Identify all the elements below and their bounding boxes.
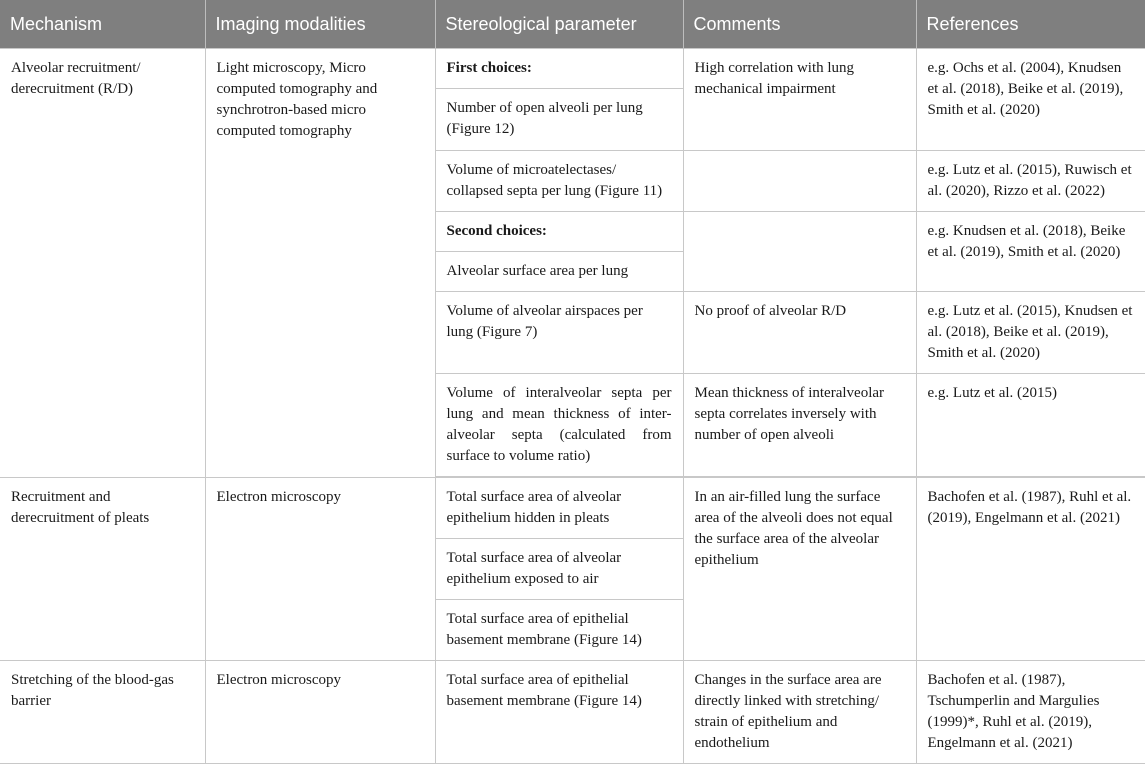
table-header <box>0 0 1145 49</box>
header-comments: Comments <box>683 0 916 49</box>
parameter-cell: First choices: <box>435 49 683 89</box>
header-stereological-parameter: Stereological parameter <box>435 0 683 49</box>
parameter-cell: Total surface area of alveolar epithelium hidden in pleats <box>435 478 683 539</box>
parameter-cell: Volume of alveolar airspaces per lung (Figure 7) <box>435 292 683 374</box>
parameter-cell: Second choices: <box>435 212 683 252</box>
comment-cell <box>683 151 916 212</box>
header-imaging-modalities: Imaging modalities <box>205 0 435 49</box>
modalities-cell: Light microscopy, Micro computed tomography and synchrotron-based micro computed tomography <box>205 49 435 478</box>
parameter-cell: Number of open alveoli per lung (Figure 12) <box>435 89 683 151</box>
mechanism-cell: Alveolar recruitment/ derecruitment (R/D) <box>0 49 205 478</box>
comment-cell <box>683 212 916 292</box>
mechanism-cell: Recruitment and derecruitment of pleats <box>0 478 205 661</box>
comment-cell: In an air-filled lung the surface area of the alveoli does not equal the surface area of the alveolar epithelium <box>683 478 916 661</box>
reference-cell: e.g. Knudsen et al. (2018), Beike et al. (2019), Smith et al. (2020) <box>916 212 1145 292</box>
table-row <box>0 49 1145 89</box>
reference-cell: Bachofen et al. (1987), Ruhl et al. (2019), Engelmann et al. (2021) <box>916 478 1145 661</box>
reference-cell: e.g. Lutz et al. (2015), Knudsen et al. (2018), Beike et al. (2019), Smith et al. (2020) <box>916 292 1145 374</box>
parameter-cell: Total surface area of epithelial basement membrane (Figure 14) <box>435 661 683 764</box>
comment-cell: No proof of alveolar R/D <box>683 292 916 374</box>
header-mechanism: Mechanism <box>0 0 205 49</box>
parameter-cell: Volume of interalveolar septa per lung and mean thickness of inter-alveolar septa (calculated from surface to volume ratio) <box>435 374 683 477</box>
comment-cell: Mean thickness of interalveolar septa correlates inversely with number of open alveoli <box>683 374 916 477</box>
parameter-cell: Alveolar surface area per lung <box>435 252 683 292</box>
reference-cell: Bachofen et al. (1987), Tschumperlin and Margulies (1999)*, Ruhl et al. (2019), Engelmann et al. (2021) <box>916 661 1145 764</box>
mechanism-cell: Stretching of the blood-gas barrier <box>0 661 205 764</box>
table-row <box>0 661 1145 764</box>
header-references: References <box>916 0 1145 49</box>
comment-cell: High correlation with lung mechanical impairment <box>683 49 916 151</box>
table-row <box>0 478 1145 539</box>
reference-cell: e.g. Lutz et al. (2015) <box>916 374 1145 477</box>
comment-cell: Changes in the surface area are directly linked with stretching/ strain of epithelium and endothelium <box>683 661 916 764</box>
parameter-cell: Volume of microatelectases/ collapsed septa per lung (Figure 11) <box>435 151 683 212</box>
reference-cell: e.g. Ochs et al. (2004), Knudsen et al. (2018), Beike et al. (2019), Smith et al. (2020) <box>916 49 1145 151</box>
parameter-cell: Total surface area of epithelial basement membrane (Figure 14) <box>435 600 683 661</box>
reference-cell: e.g. Lutz et al. (2015), Ruwisch et al. (2020), Rizzo et al. (2022) <box>916 151 1145 212</box>
header-row <box>0 0 1145 49</box>
modalities-cell: Electron microscopy <box>205 661 435 764</box>
table-body <box>0 49 1145 764</box>
parameter-cell: Total surface area of alveolar epithelium exposed to air <box>435 539 683 600</box>
modalities-cell: Electron microscopy <box>205 478 435 661</box>
